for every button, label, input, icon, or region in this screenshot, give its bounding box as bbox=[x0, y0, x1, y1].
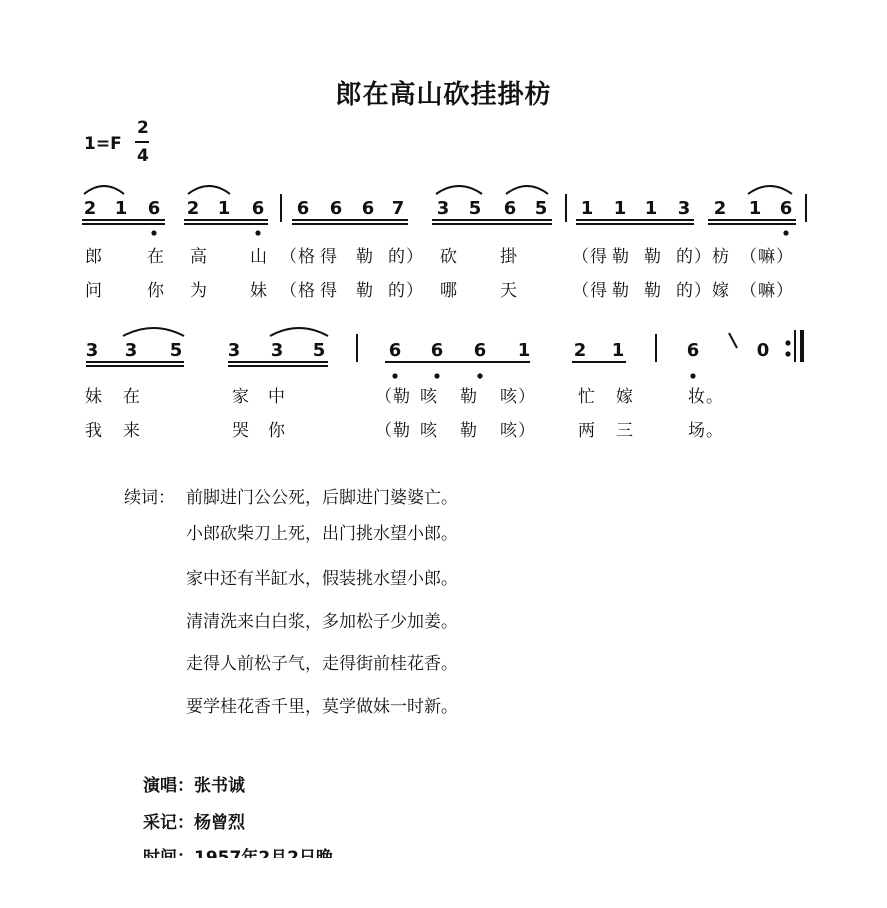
credit-recorder: 采记：杨曾烈 bbox=[143, 813, 245, 833]
continuation-line-4: 清清洗来白白浆，多加松子少加姜。 bbox=[186, 612, 458, 632]
page-cutoff bbox=[0, 858, 887, 908]
lyric-line2-word: 勒 bbox=[612, 281, 630, 301]
slur bbox=[436, 186, 482, 194]
note: 2 bbox=[186, 198, 200, 219]
time-signature-top: 2 bbox=[137, 118, 149, 138]
lyric-line1-word: 的） bbox=[388, 247, 424, 267]
low-octave-dot bbox=[783, 230, 788, 235]
lyric-line2-word: 咳 bbox=[420, 421, 438, 441]
continuation-line-2: 小郎砍柴刀上死，出门挑水望小郎。 bbox=[186, 524, 458, 544]
lyric-line2-word: （嘛） bbox=[740, 281, 794, 301]
note: 1 bbox=[611, 340, 625, 361]
continuation-line-6: 要学桂花香千里，莫学做妹一时新。 bbox=[186, 697, 458, 717]
repeat-dot bbox=[785, 340, 790, 345]
lyric-line1-word: 郎 bbox=[85, 247, 103, 267]
note: 1 bbox=[114, 198, 128, 219]
note: 5 bbox=[169, 340, 183, 361]
lyric-line2-word: 妹 bbox=[250, 281, 268, 301]
lyric-line2-word: 为 bbox=[190, 281, 208, 301]
lyric-line2-word: 来 bbox=[123, 421, 141, 441]
lyric-line1-word: 嫁 bbox=[616, 387, 634, 407]
slur bbox=[748, 186, 792, 194]
note: 3 bbox=[677, 198, 691, 219]
low-octave-dot bbox=[477, 373, 482, 378]
lyric-line2-word: 勒 bbox=[644, 281, 662, 301]
lyric-line2-word: 你 bbox=[147, 281, 165, 301]
note: 5 bbox=[312, 340, 326, 361]
continuation-line-3: 家中还有半缸水，假装挑水望小郎。 bbox=[186, 569, 458, 589]
lyric-line1-word: （嘛） bbox=[740, 247, 794, 267]
lyric-line1-word: 勒 bbox=[612, 247, 630, 267]
lyric-line2-word: 勒 bbox=[460, 421, 478, 441]
slur bbox=[84, 186, 124, 194]
lyric-line1-word: （得 bbox=[572, 247, 608, 267]
lyric-line1-word: 勒 bbox=[356, 247, 374, 267]
note: 3 bbox=[436, 198, 450, 219]
note: 6 bbox=[147, 198, 161, 219]
low-octave-dot bbox=[690, 373, 695, 378]
lyric-line1-word: 高 bbox=[190, 247, 208, 267]
note: 6 bbox=[388, 340, 402, 361]
lyric-line2-word: 嫁 bbox=[712, 281, 730, 301]
note: 6 bbox=[361, 198, 375, 219]
time-signature-bottom: 4 bbox=[137, 146, 149, 166]
lyric-line1-word: 枋 bbox=[712, 247, 730, 267]
lyric-line2-word: 我 bbox=[85, 421, 103, 441]
song-title: 郎在高山砍挂掛枋 bbox=[335, 80, 552, 110]
note: 2 bbox=[83, 198, 97, 219]
note: 0 bbox=[756, 340, 770, 361]
note: 1 bbox=[644, 198, 658, 219]
lyric-line1-word: （格 bbox=[280, 247, 316, 267]
lyric-line1-word: 勒 bbox=[644, 247, 662, 267]
lyric-line1-word: 勒 bbox=[460, 387, 478, 407]
note: 5 bbox=[534, 198, 548, 219]
note: 2 bbox=[713, 198, 727, 219]
note: 6 bbox=[329, 198, 343, 219]
lyric-line1-word: 的） bbox=[676, 247, 712, 267]
lyric-line2-word: 两 bbox=[578, 421, 596, 441]
lyric-line2-word: 的） bbox=[388, 281, 424, 301]
note: 3 bbox=[85, 340, 99, 361]
credit-singer: 演唱：张书诚 bbox=[143, 776, 245, 796]
note: 6 bbox=[296, 198, 310, 219]
note: 1 bbox=[748, 198, 762, 219]
lyric-line2-word: 场。 bbox=[688, 421, 724, 441]
lyric-line2-word: 咳） bbox=[500, 421, 536, 441]
low-octave-dot bbox=[151, 230, 156, 235]
lyric-line1-word: 山 bbox=[250, 247, 268, 267]
low-octave-dot bbox=[434, 373, 439, 378]
repeat-dot bbox=[785, 351, 790, 356]
note: 6 bbox=[473, 340, 487, 361]
lyric-line1-word: 忙 bbox=[578, 387, 596, 407]
lyric-line1-word: 掛 bbox=[500, 247, 518, 267]
lyric-line1-word: 妆。 bbox=[688, 387, 724, 407]
slur bbox=[123, 328, 184, 336]
lyric-line2-word: 三 bbox=[616, 421, 634, 441]
key-signature: 1=F bbox=[84, 134, 122, 154]
continuation-label: 续词： bbox=[124, 488, 175, 508]
lyric-line1-word: 在 bbox=[123, 387, 141, 407]
note: 1 bbox=[217, 198, 231, 219]
note: 6 bbox=[503, 198, 517, 219]
low-octave-dot bbox=[255, 230, 260, 235]
lyric-line2-word: 的） bbox=[676, 281, 712, 301]
note: 2 bbox=[573, 340, 587, 361]
slur bbox=[506, 186, 548, 194]
note: 1 bbox=[580, 198, 594, 219]
lyric-line2-word: 哭 bbox=[232, 421, 250, 441]
continuation-line-1: 前脚进门公公死，后脚进门婆婆亡。 bbox=[186, 488, 458, 508]
note: 7 bbox=[391, 198, 405, 219]
lyric-line2-word: （勒 bbox=[375, 421, 411, 441]
lyric-line1-word: 在 bbox=[147, 247, 165, 267]
note: 1 bbox=[613, 198, 627, 219]
lyric-line2-word: 你 bbox=[268, 421, 286, 441]
continuation-line-5: 走得人前松子气，走得街前桂花香。 bbox=[186, 654, 458, 674]
lyric-line1-word: 妹 bbox=[85, 387, 103, 407]
lyric-line1-word: 咳 bbox=[420, 387, 438, 407]
breath-mark bbox=[729, 333, 737, 348]
note: 6 bbox=[779, 198, 793, 219]
lyric-line2-word: （得 bbox=[572, 281, 608, 301]
lyric-line1-word: 得 bbox=[320, 247, 338, 267]
lyric-line1-word: 中 bbox=[268, 387, 286, 407]
slur bbox=[188, 186, 230, 194]
lyric-line1-word: 砍 bbox=[440, 247, 458, 267]
lyric-line2-word: 哪 bbox=[440, 281, 458, 301]
note: 3 bbox=[124, 340, 138, 361]
lyric-line2-word: 得 bbox=[320, 281, 338, 301]
slur bbox=[270, 328, 328, 336]
note: 1 bbox=[517, 340, 531, 361]
lyric-line2-word: 问 bbox=[85, 281, 103, 301]
note: 6 bbox=[430, 340, 444, 361]
lyric-line1-word: （勒 bbox=[375, 387, 411, 407]
note: 3 bbox=[270, 340, 284, 361]
lyric-line2-word: 天 bbox=[500, 281, 518, 301]
lyric-line2-word: 勒 bbox=[356, 281, 374, 301]
lyric-line1-word: 咳） bbox=[500, 387, 536, 407]
score-text bbox=[84, 198, 794, 441]
note: 3 bbox=[227, 340, 241, 361]
note: 5 bbox=[468, 198, 482, 219]
note: 6 bbox=[251, 198, 265, 219]
note: 6 bbox=[686, 340, 700, 361]
lyric-line1-word: 家 bbox=[232, 387, 250, 407]
low-octave-dot bbox=[392, 373, 397, 378]
lyric-line2-word: （格 bbox=[280, 281, 316, 301]
